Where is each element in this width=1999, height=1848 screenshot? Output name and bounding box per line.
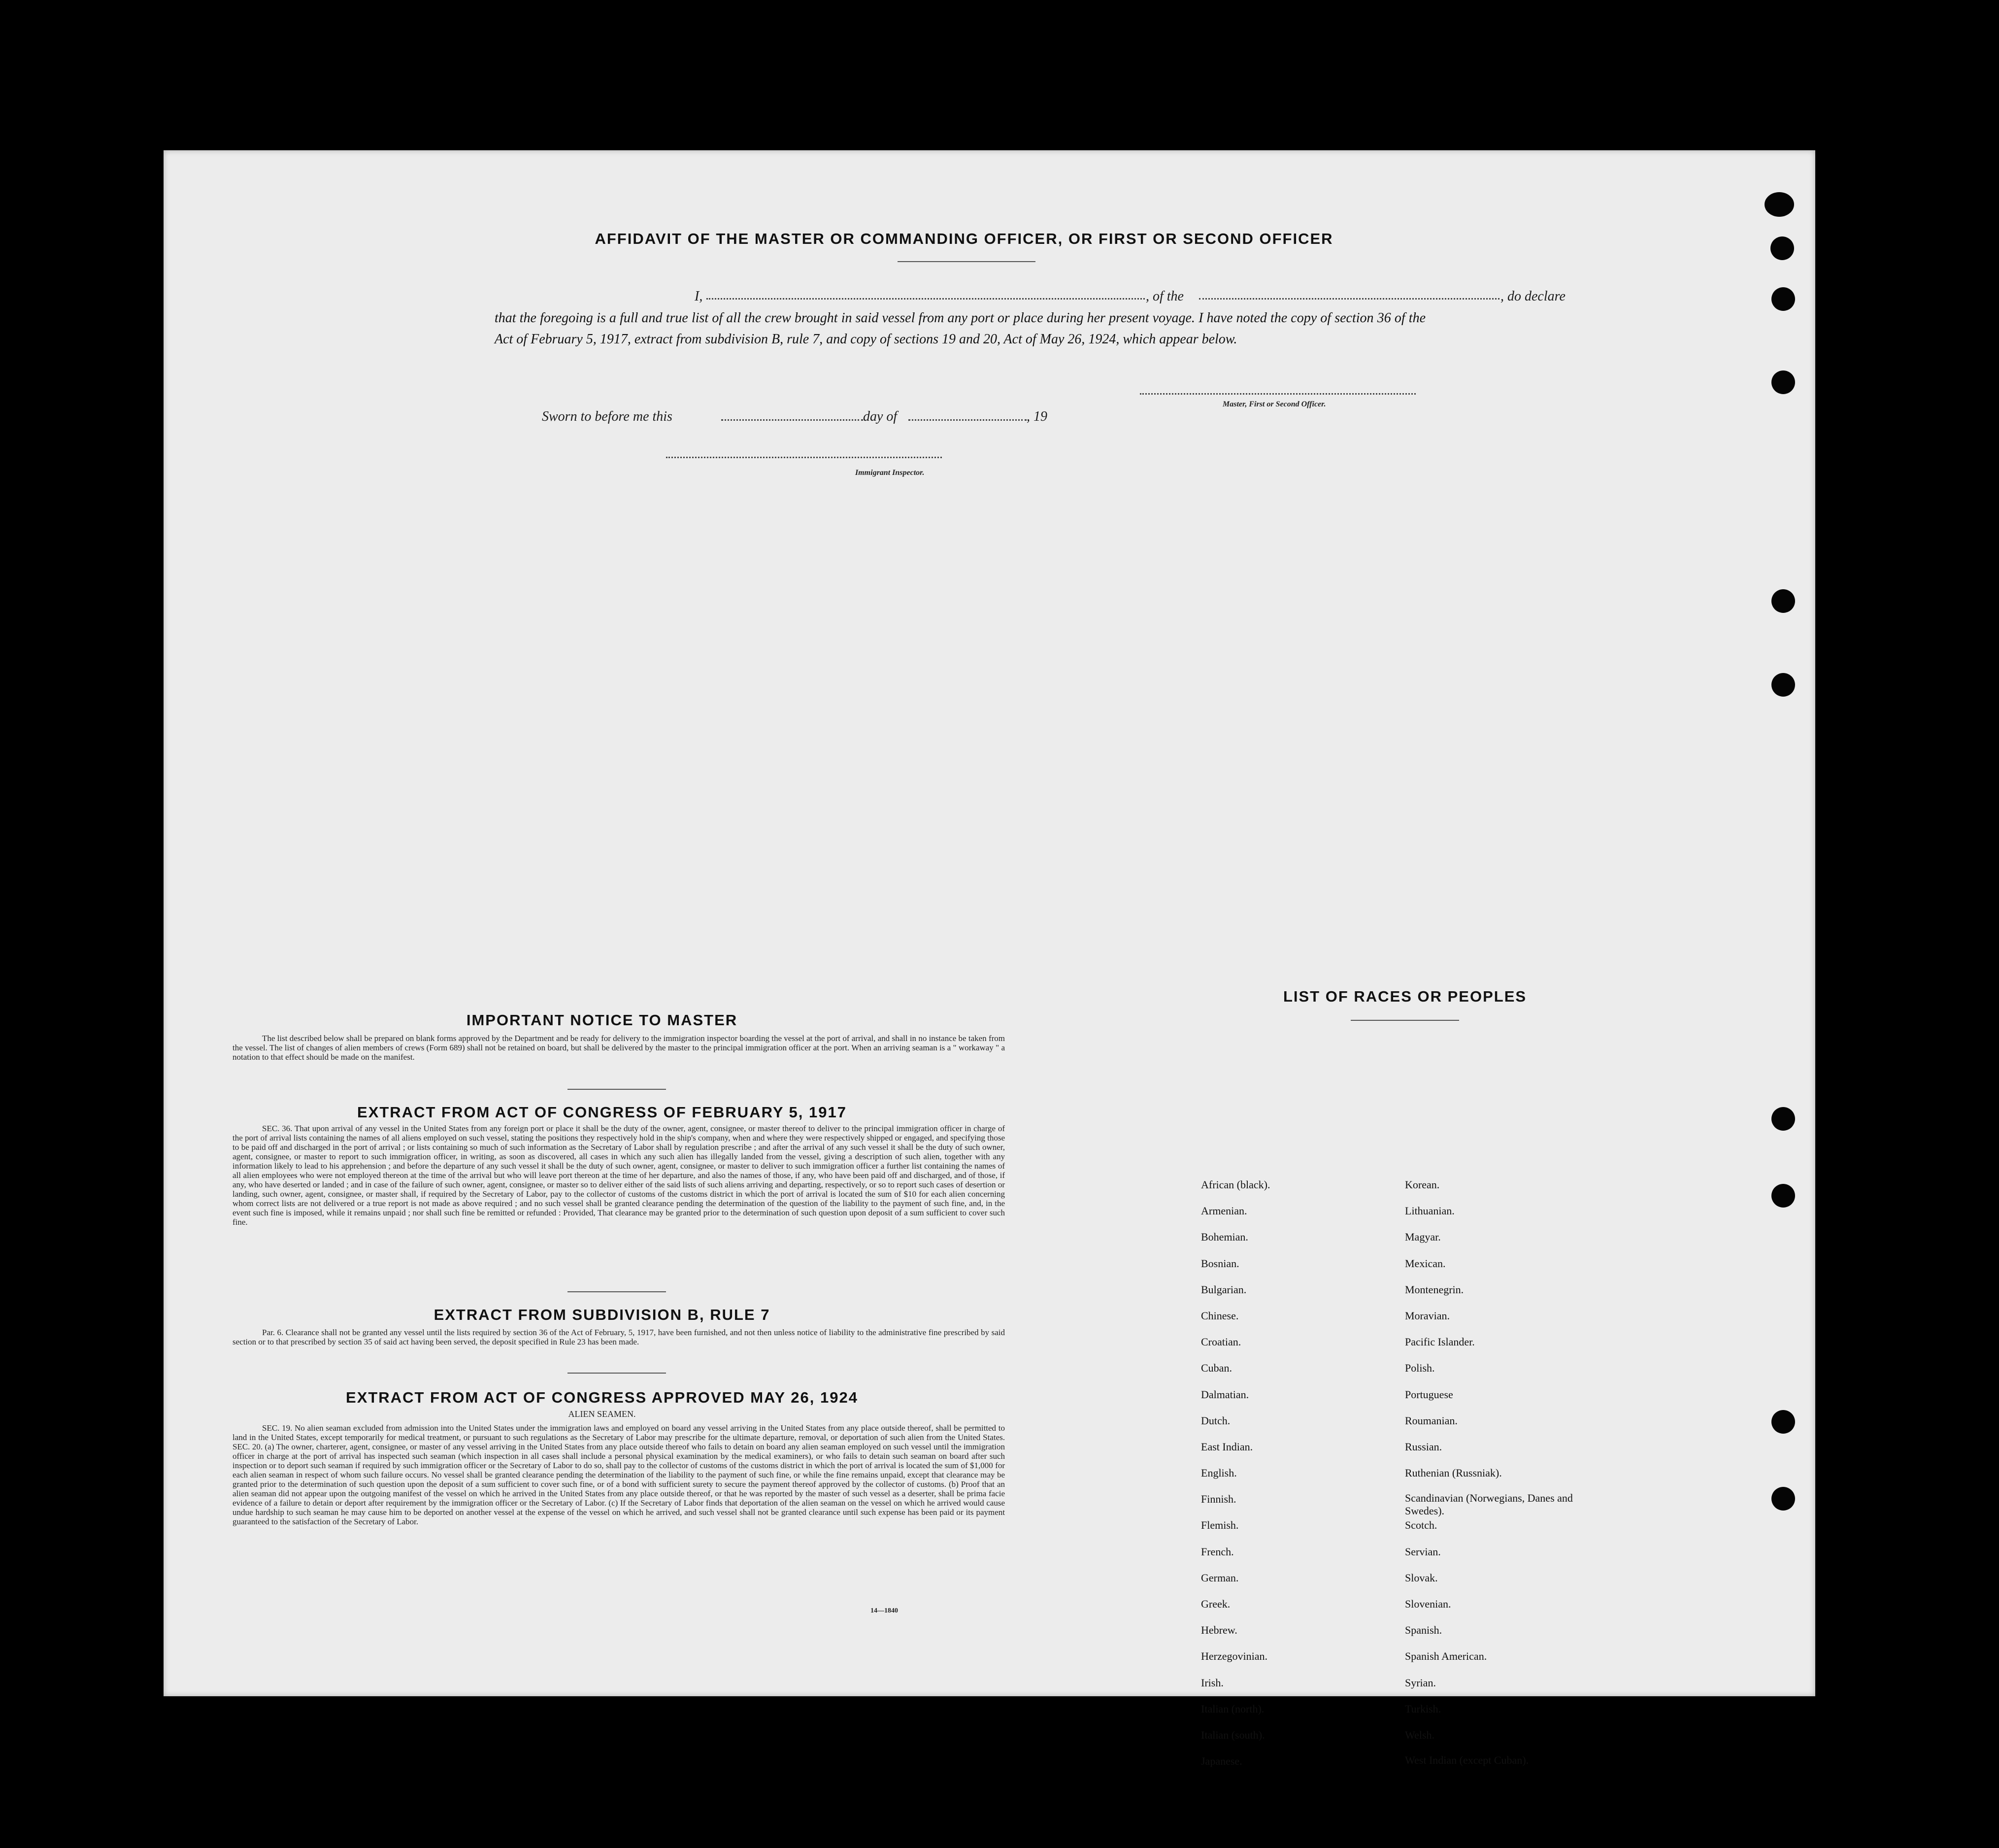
sworn-month-field[interactable]	[908, 419, 1027, 421]
race-item: West Indian (except Cuban).	[1405, 1754, 1529, 1767]
race-item: Polish.	[1405, 1362, 1435, 1375]
master-signature-field[interactable]	[1140, 393, 1416, 395]
race-item: Herzegovinian.	[1201, 1650, 1267, 1663]
master-signature-label: Master, First or Second Officer.	[1223, 400, 1326, 408]
form-number: 14—1840	[870, 1607, 898, 1614]
affidavit-title: AFFIDAVIT OF THE MASTER OR COMMANDING OFFICER, OR FIRST OR SECOND OFFICER	[595, 230, 1333, 247]
subdivision-b-text: Par. 6. Clearance shall not be granted any vessel until the lists required by section 36 of the Act of February, 5, 1917, have been furnished, and not then unless notice of liability to the administrative fine prescribed by said section or to that prescribed by section 35 of said act having been served, the deposit specified in Rule 23 has been made.	[233, 1328, 1005, 1346]
race-item: Russian.	[1405, 1440, 1442, 1453]
affidavit-do-declare: , do declare	[1500, 289, 1566, 304]
race-item: Cuban.	[1201, 1362, 1232, 1375]
race-item: Armenian.	[1201, 1205, 1247, 1217]
day-of-label: day of	[863, 409, 898, 424]
inspector-label: Immigrant Inspector.	[855, 469, 925, 477]
race-item: Irish.	[1201, 1676, 1224, 1689]
race-item: Italian (north).	[1201, 1702, 1265, 1715]
subdivision-b-rule	[567, 1373, 666, 1374]
race-item: Servian.	[1405, 1545, 1441, 1558]
binder-hole	[1771, 1184, 1795, 1208]
binder-hole	[1770, 236, 1794, 260]
affidavit-i-label: I,	[695, 289, 703, 304]
race-item: Finnish.	[1201, 1493, 1236, 1506]
race-item: Greek.	[1201, 1598, 1231, 1610]
year-label: , 19	[1027, 409, 1047, 424]
race-item: Korean.	[1405, 1178, 1440, 1191]
affidavit-body: that the foregoing is a full and true list of all the crew brought in said vessel from any port or place during her present voyage. I have noted the copy of section 36 of the Act of February 5, 1917, extract from subdivision B, rule 7, and copy of sections 19 and 20, Act of May 26, 1924, which appear below.	[495, 310, 1426, 347]
binder-hole	[1771, 287, 1795, 311]
race-item: English.	[1201, 1467, 1237, 1479]
race-item: Portuguese	[1405, 1388, 1453, 1401]
race-item: Japanese.	[1201, 1755, 1242, 1768]
binder-hole	[1771, 589, 1795, 613]
extract-1924-text: SEC. 19. No alien seaman excluded from admission into the United States under the immigration laws and employed on board any vessel arriving in the United States from any place outside thereof, shall be permitted to land in the United States, except temporarily for medical treatment, or pursuant to such regulations as the Secretary of Labor may prescribe for the ultimate departure, removal, or deportation of such alien from the United States. SEC. 20. (a) The owner, charterer, agent, consignee, or master of any vessel arriving in the United States from any place outside thereof who fails to detain on board any alien seaman employed on such vessel until the immigration officer in charge at the port of arrival has inspected such seaman (which inspection in all cases shall include a personal physical examination by the medical examiners), or who fails to detain such seaman on board after such inspection or to deport such seaman if required by such immigration officer or the Secretary of Labor to do so, shall pay to the collector of customs of the customs district in which the port of arrival is located the sum of $1,000 for each alien seaman in respect of whom such failure occurs. No vessel shall be granted clearance pending the determination of the liability to the payment of such fine, or while the fine remains unpaid, except that clearance may be granted prior to the determination of such question upon the deposit of a sum sufficient to cover such fine, or of a bond with sufficient surety to secure the payment thereof approved by the collector of customs. (b) Proof that an alien seaman did not appear upon the outgoing manifest of the vessel on which he arrived in the United States from any place outside thereof, or that he was reported by the master of such vessel as a deserter, shall be prima facie evidence of a failure to detain or deport after requirement by the immigration officer or the Secretary of Labor. (c) If the Secretary of Labor finds that deportation of the alien seaman on the vessel on which he arrived would cause undue hardship to such seaman he may cause him to be deported on another vessel at the expense of the vessel on which he arrived, and such vessel shall not be granted clearance until such expense has been paid or its payment guaranteed to the satisfaction of the Secretary of Labor.	[233, 1423, 1005, 1526]
binder-hole	[1771, 1107, 1795, 1131]
race-item: Croatian.	[1201, 1336, 1241, 1348]
binder-hole	[1765, 192, 1794, 217]
race-item: Magyar.	[1405, 1231, 1441, 1243]
binder-hole	[1771, 673, 1795, 697]
race-item: Bulgarian.	[1201, 1283, 1247, 1296]
race-item: Pacific Islander.	[1405, 1336, 1475, 1348]
race-item: Lithuanian.	[1405, 1205, 1455, 1217]
race-item: Turkish.	[1405, 1702, 1441, 1715]
race-item: Bosnian.	[1201, 1257, 1239, 1270]
notice-text: The list described below shall be prepared on blank forms approved by the Department and be ready for delivery to the immigration inspector boarding the vessel at the port of arrival, and shall in no instance be taken from the vessel. The list of changes of alien members of crews (Form 689) shall not be retained on board, but shall be delivered by the master to the principal immigration officer at the port. When an arriving seaman is a " workaway " a notation to that effect should be made on the manifest.	[233, 1034, 1005, 1062]
race-item: Slovenian.	[1405, 1598, 1451, 1610]
race-item: Syrian.	[1405, 1676, 1436, 1689]
race-item: Spanish American.	[1405, 1650, 1487, 1663]
extract-1924-subtitle: ALIEN SEAMEN.	[568, 1409, 636, 1419]
race-item: Welsh.	[1405, 1728, 1434, 1741]
affidavit-of-the: , of the	[1146, 289, 1184, 304]
race-item: Hebrew.	[1201, 1624, 1237, 1637]
race-item: Flemish.	[1201, 1519, 1239, 1532]
title-rule	[898, 261, 1035, 262]
race-item: French.	[1201, 1545, 1234, 1558]
race-item: German.	[1201, 1571, 1239, 1584]
race-item: Mexican.	[1405, 1257, 1446, 1270]
race-item: Ruthenian (Russniak).	[1405, 1467, 1502, 1479]
race-item: African (black).	[1201, 1178, 1270, 1191]
race-item: Scotch.	[1405, 1519, 1437, 1532]
race-item: East Indian.	[1201, 1440, 1253, 1453]
document-page	[164, 150, 1815, 1768]
race-item: Slovak.	[1405, 1571, 1438, 1584]
notice-title: IMPORTANT NOTICE TO MASTER	[466, 1011, 738, 1029]
binder-hole	[1771, 1410, 1795, 1434]
races-title: LIST OF RACES OR PEOPLES	[1283, 988, 1527, 1005]
race-item: Dalmatian.	[1201, 1388, 1249, 1401]
race-item: Spanish.	[1405, 1624, 1442, 1637]
race-item: Italian (south).	[1201, 1728, 1265, 1741]
binder-hole	[1771, 1487, 1795, 1511]
race-item: Scandinavian (Norwegians, Danes and Swedes).	[1405, 1492, 1573, 1517]
races-left-column	[1201, 1177, 1388, 1780]
races-right-column	[1405, 1177, 1602, 1780]
race-item: Bohemian.	[1201, 1231, 1248, 1243]
extract-1917-text: SEC. 36. That upon arrival of any vessel in the United States from any foreign port or place it shall be the duty of the owner, agent, consignee, or master thereof to deliver to the principal immigration officer in charge of the port of arrival lists containing the names of all aliens employed on such vessel, stating the positions they respectively hold in the ship's company, when and where they were respectively shipped or engaged, and specifying those to be paid off and discharged in the port of arrival ; or lists containing so much of such information as the Secretary of Labor shall by regulation prescribe ; and after the arrival of any such vessel it shall be the duty of such owner, agent, consignee, or master to report to such immigration officer, in writing, as soon as discovered, all cases in which any such alien has illegally landed from the vessel, giving a description of such alien, together with any information likely to lead to his apprehension ; and before the departure of any such vessel it shall be the duty of such owner, agent, consignee, or master to deliver to such immigration officer a further list containing the names of all alien employees who were not employed thereon at the time of the arrival but who will leave port thereon at the time of her departure, and also the names of those, if any, who have been paid off and discharged, and of those, if any, who have deserted or landed ; and in case of the failure of such owner, agent, consignee, or master so to deliver either of the said lists of such aliens arriving and departing, respectively, or so to report such cases of desertion or landing, such owner, agent, consignee, or master shall, if required by the Secretary of Labor, pay to the collector of customs of the customs district in which the port of arrival is located the sum of $10 for each alien concerning whom correct lists are not delivered or a true report is not made as above required ; and no such vessel shall be granted clearance pending the determination of the question of the liability to the payment of such fine, and, in the event such fine is imposed, while it remains unpaid ; nor shall such fine be remitted or refunded : Provided, That clearance may be granted prior to the determination of such question upon deposit of a sum sufficient to cover such fine.	[233, 1124, 1005, 1227]
binder-hole	[1771, 370, 1795, 394]
vessel-name-field[interactable]	[1199, 298, 1499, 300]
extract-1917-title: EXTRACT FROM ACT OF CONGRESS OF FEBRUARY 5, 1917	[357, 1104, 847, 1121]
notice-rule	[567, 1089, 666, 1090]
officer-name-field[interactable]	[706, 298, 1145, 300]
race-item: Roumanian.	[1405, 1414, 1458, 1427]
races-rule	[1351, 1020, 1459, 1021]
extract-1917-rule	[567, 1291, 666, 1292]
extract-1924-title: EXTRACT FROM ACT OF CONGRESS APPROVED MAY 26, 1924	[346, 1389, 858, 1406]
sworn-label: Sworn to before me this	[542, 409, 672, 424]
race-item: Chinese.	[1201, 1309, 1239, 1322]
race-item: Dutch.	[1201, 1414, 1231, 1427]
race-item: Moravian.	[1405, 1309, 1450, 1322]
race-item: Montenegrin.	[1405, 1283, 1464, 1296]
inspector-signature-field[interactable]	[666, 457, 942, 458]
sworn-day-field[interactable]	[721, 419, 863, 421]
subdivision-b-title: EXTRACT FROM SUBDIVISION B, RULE 7	[433, 1306, 770, 1323]
